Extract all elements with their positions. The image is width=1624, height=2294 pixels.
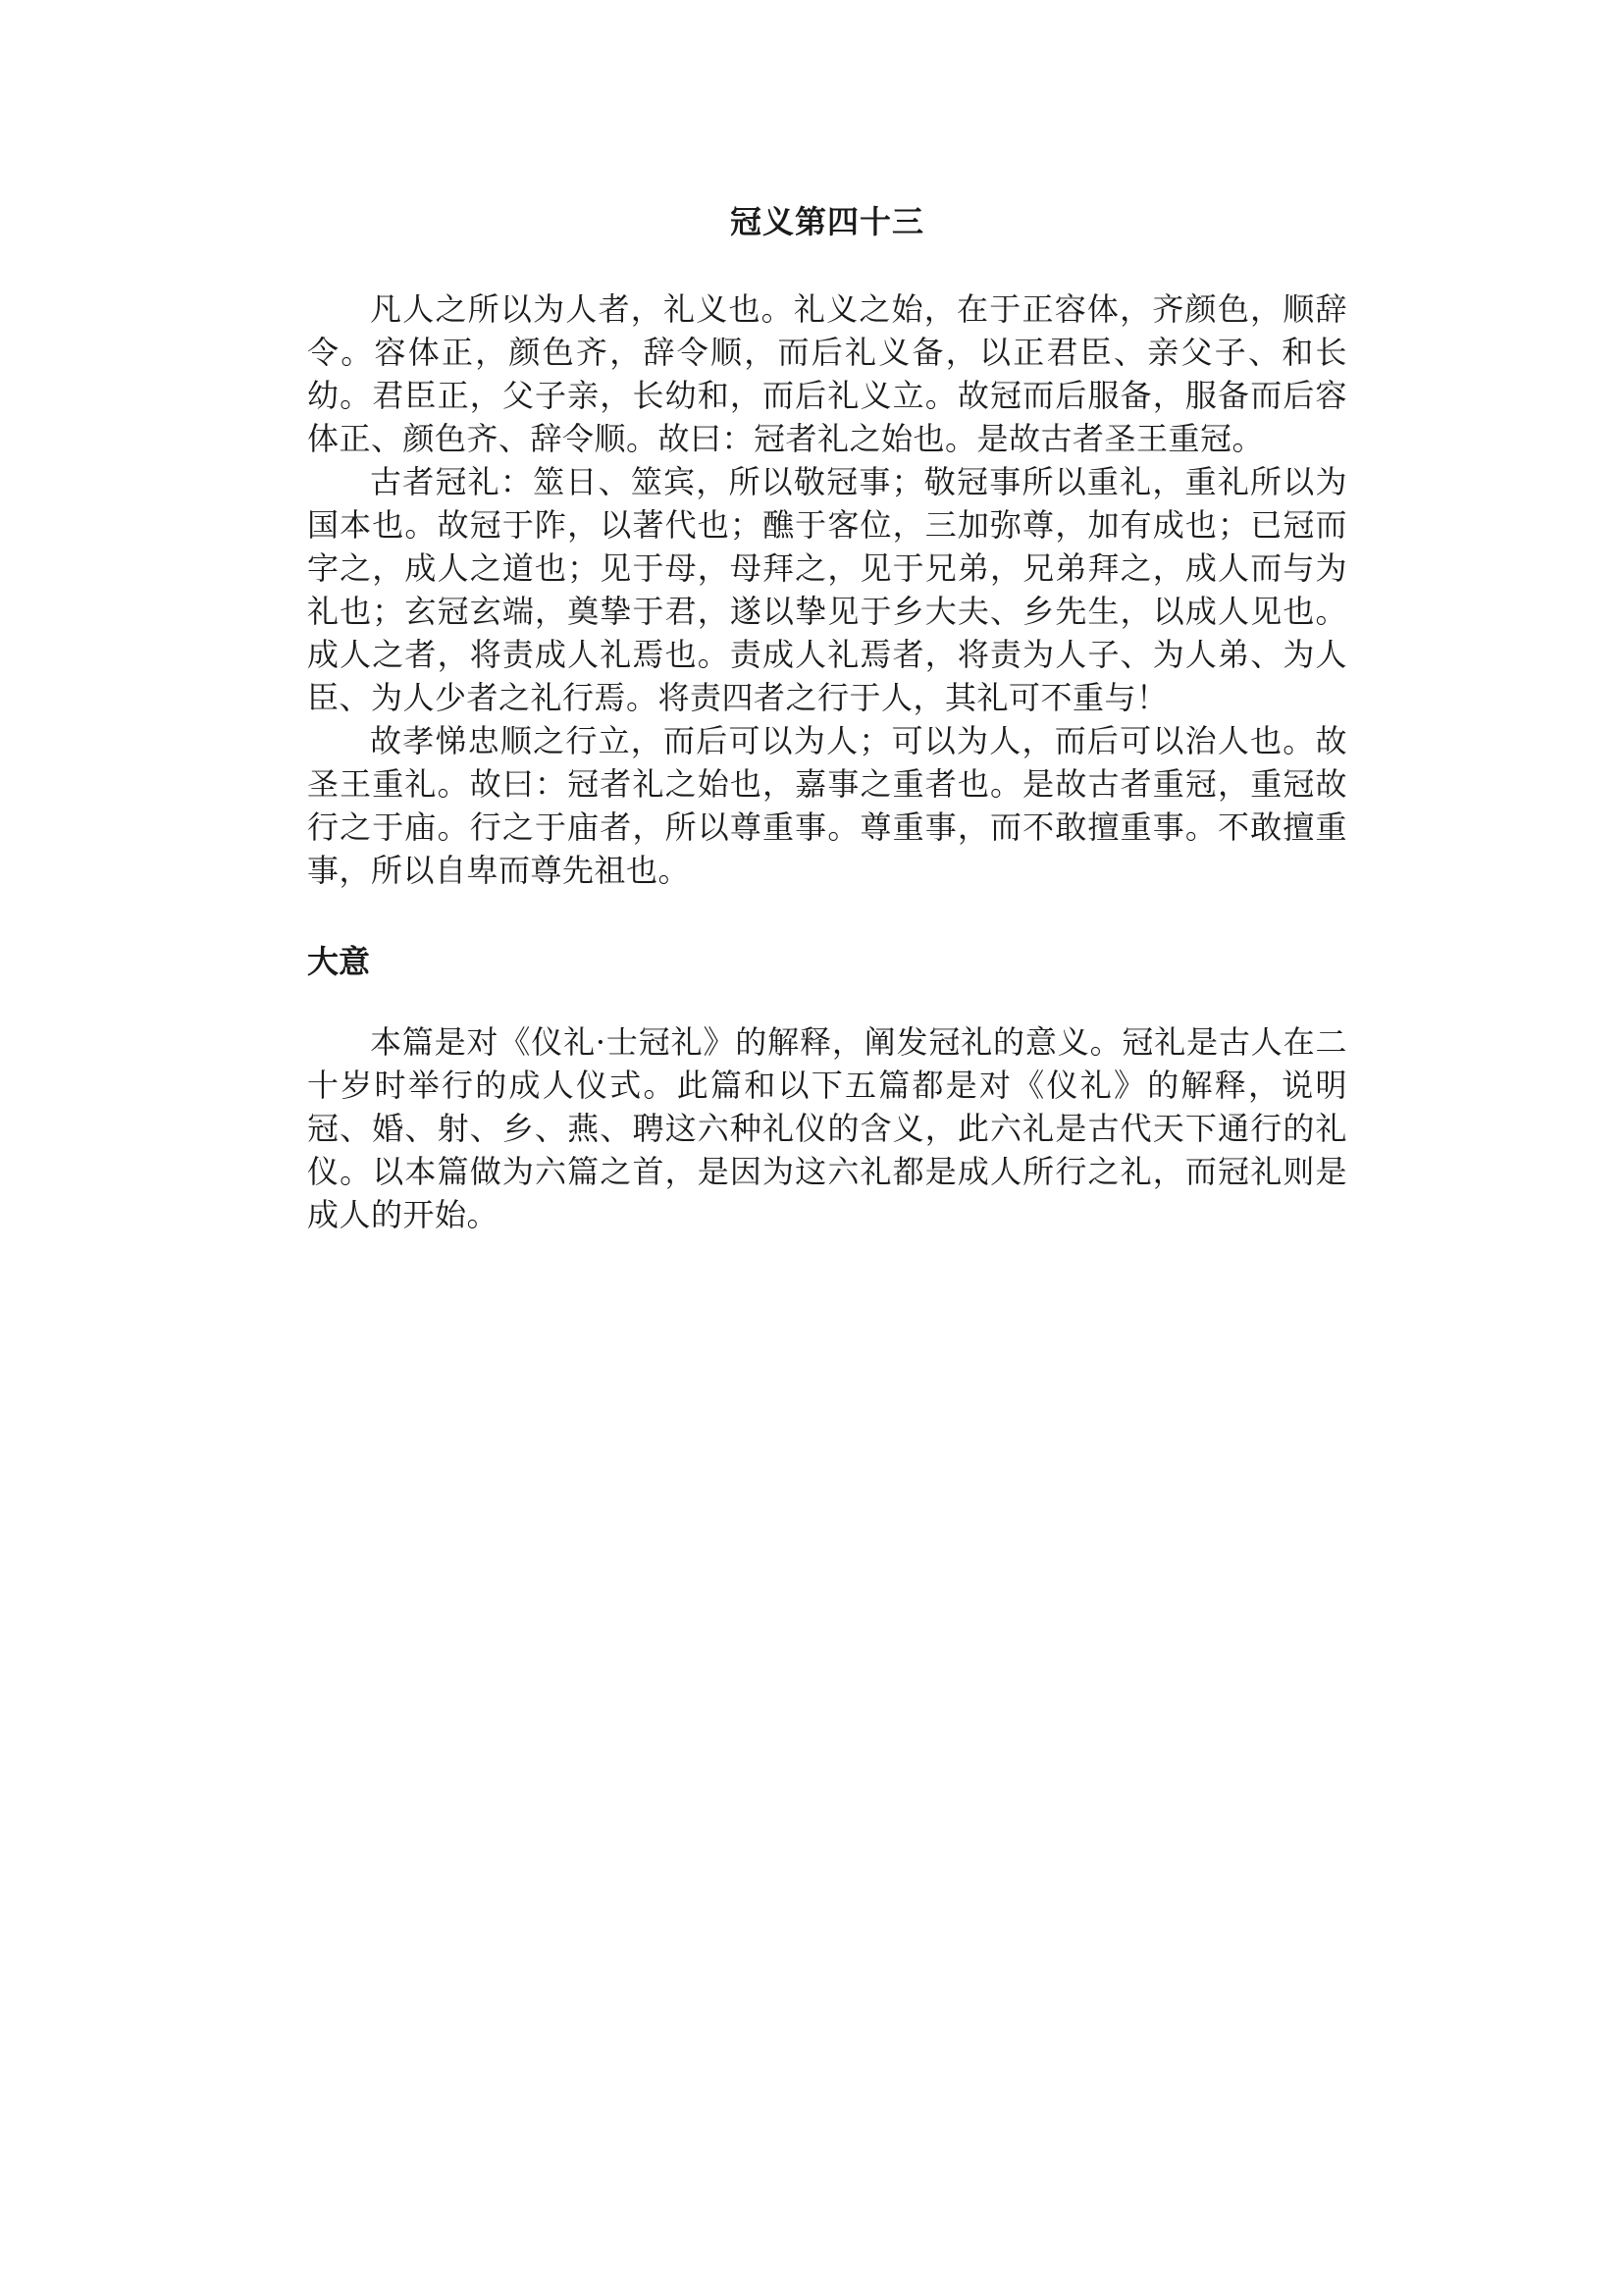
paragraph-1: 凡人之所以为人者，礼义也。礼义之始，在于正容体，齐颜色，顺辞令。容体正，颜色齐，辞令顺，而后礼义备，以正君臣、亲父子、和长幼。君臣正，父子亲，长幼和，而后礼义立。故冠而后服备，服备而后容体正、颜色齐、辞令顺。故曰：冠者礼之始也。是故古者圣王重冠。 [307, 290, 1347, 457]
paragraph-3: 故孝悌忠顺之行立，而后可以为人；可以为人，而后可以治人也。故圣王重礼。故曰：冠者礼之始也，嘉事之重者也。是故古者重冠，重冠故行之于庙。行之于庙者，所以尊重事。尊重事，而不敢擅重事。不敢擅重事，所以自卑而尊先祖也。 [307, 722, 1347, 889]
summary-paragraph-1: 本篇是对《仪礼·士冠礼》的解释，阐发冠礼的意义。冠礼是古人在二十岁时举行的成人仪式。此篇和以下五篇都是对《仪礼》的解释，说明冠、婚、射、乡、燕、聘这六种礼仪的含义，此六礼是古代天下通行的礼仪。以本篇做为六篇之首，是因为这六礼都是成人所行之礼，而冠礼则是成人的开始。 [307, 1023, 1347, 1233]
document-title: 冠义第四十三 [729, 203, 924, 240]
paragraph-2: 古者冠礼：筮日、筮宾，所以敬冠事；敬冠事所以重礼，重礼所以为国本也。故冠于阼，以著代也；醮于客位，三加弥尊，加有成也；已冠而字之，成人之道也；见于母，母拜之，见于兄弟，兄弟拜之，成人而与为礼也；玄冠玄端，奠挚于君，遂以挚见于乡大夫、乡先生，以成人见也。成人之者，将责成人礼焉也。责成人礼焉者，将责为人子、为人弟、为人臣、为人少者之礼行焉。将责四者之行于人，其礼可不重与！ [307, 463, 1347, 716]
document-page [307, 0, 1347, 2294]
section-heading-summary: 大意 [307, 943, 371, 980]
summary-text [307, 1020, 1347, 1236]
main-text [307, 287, 1347, 892]
